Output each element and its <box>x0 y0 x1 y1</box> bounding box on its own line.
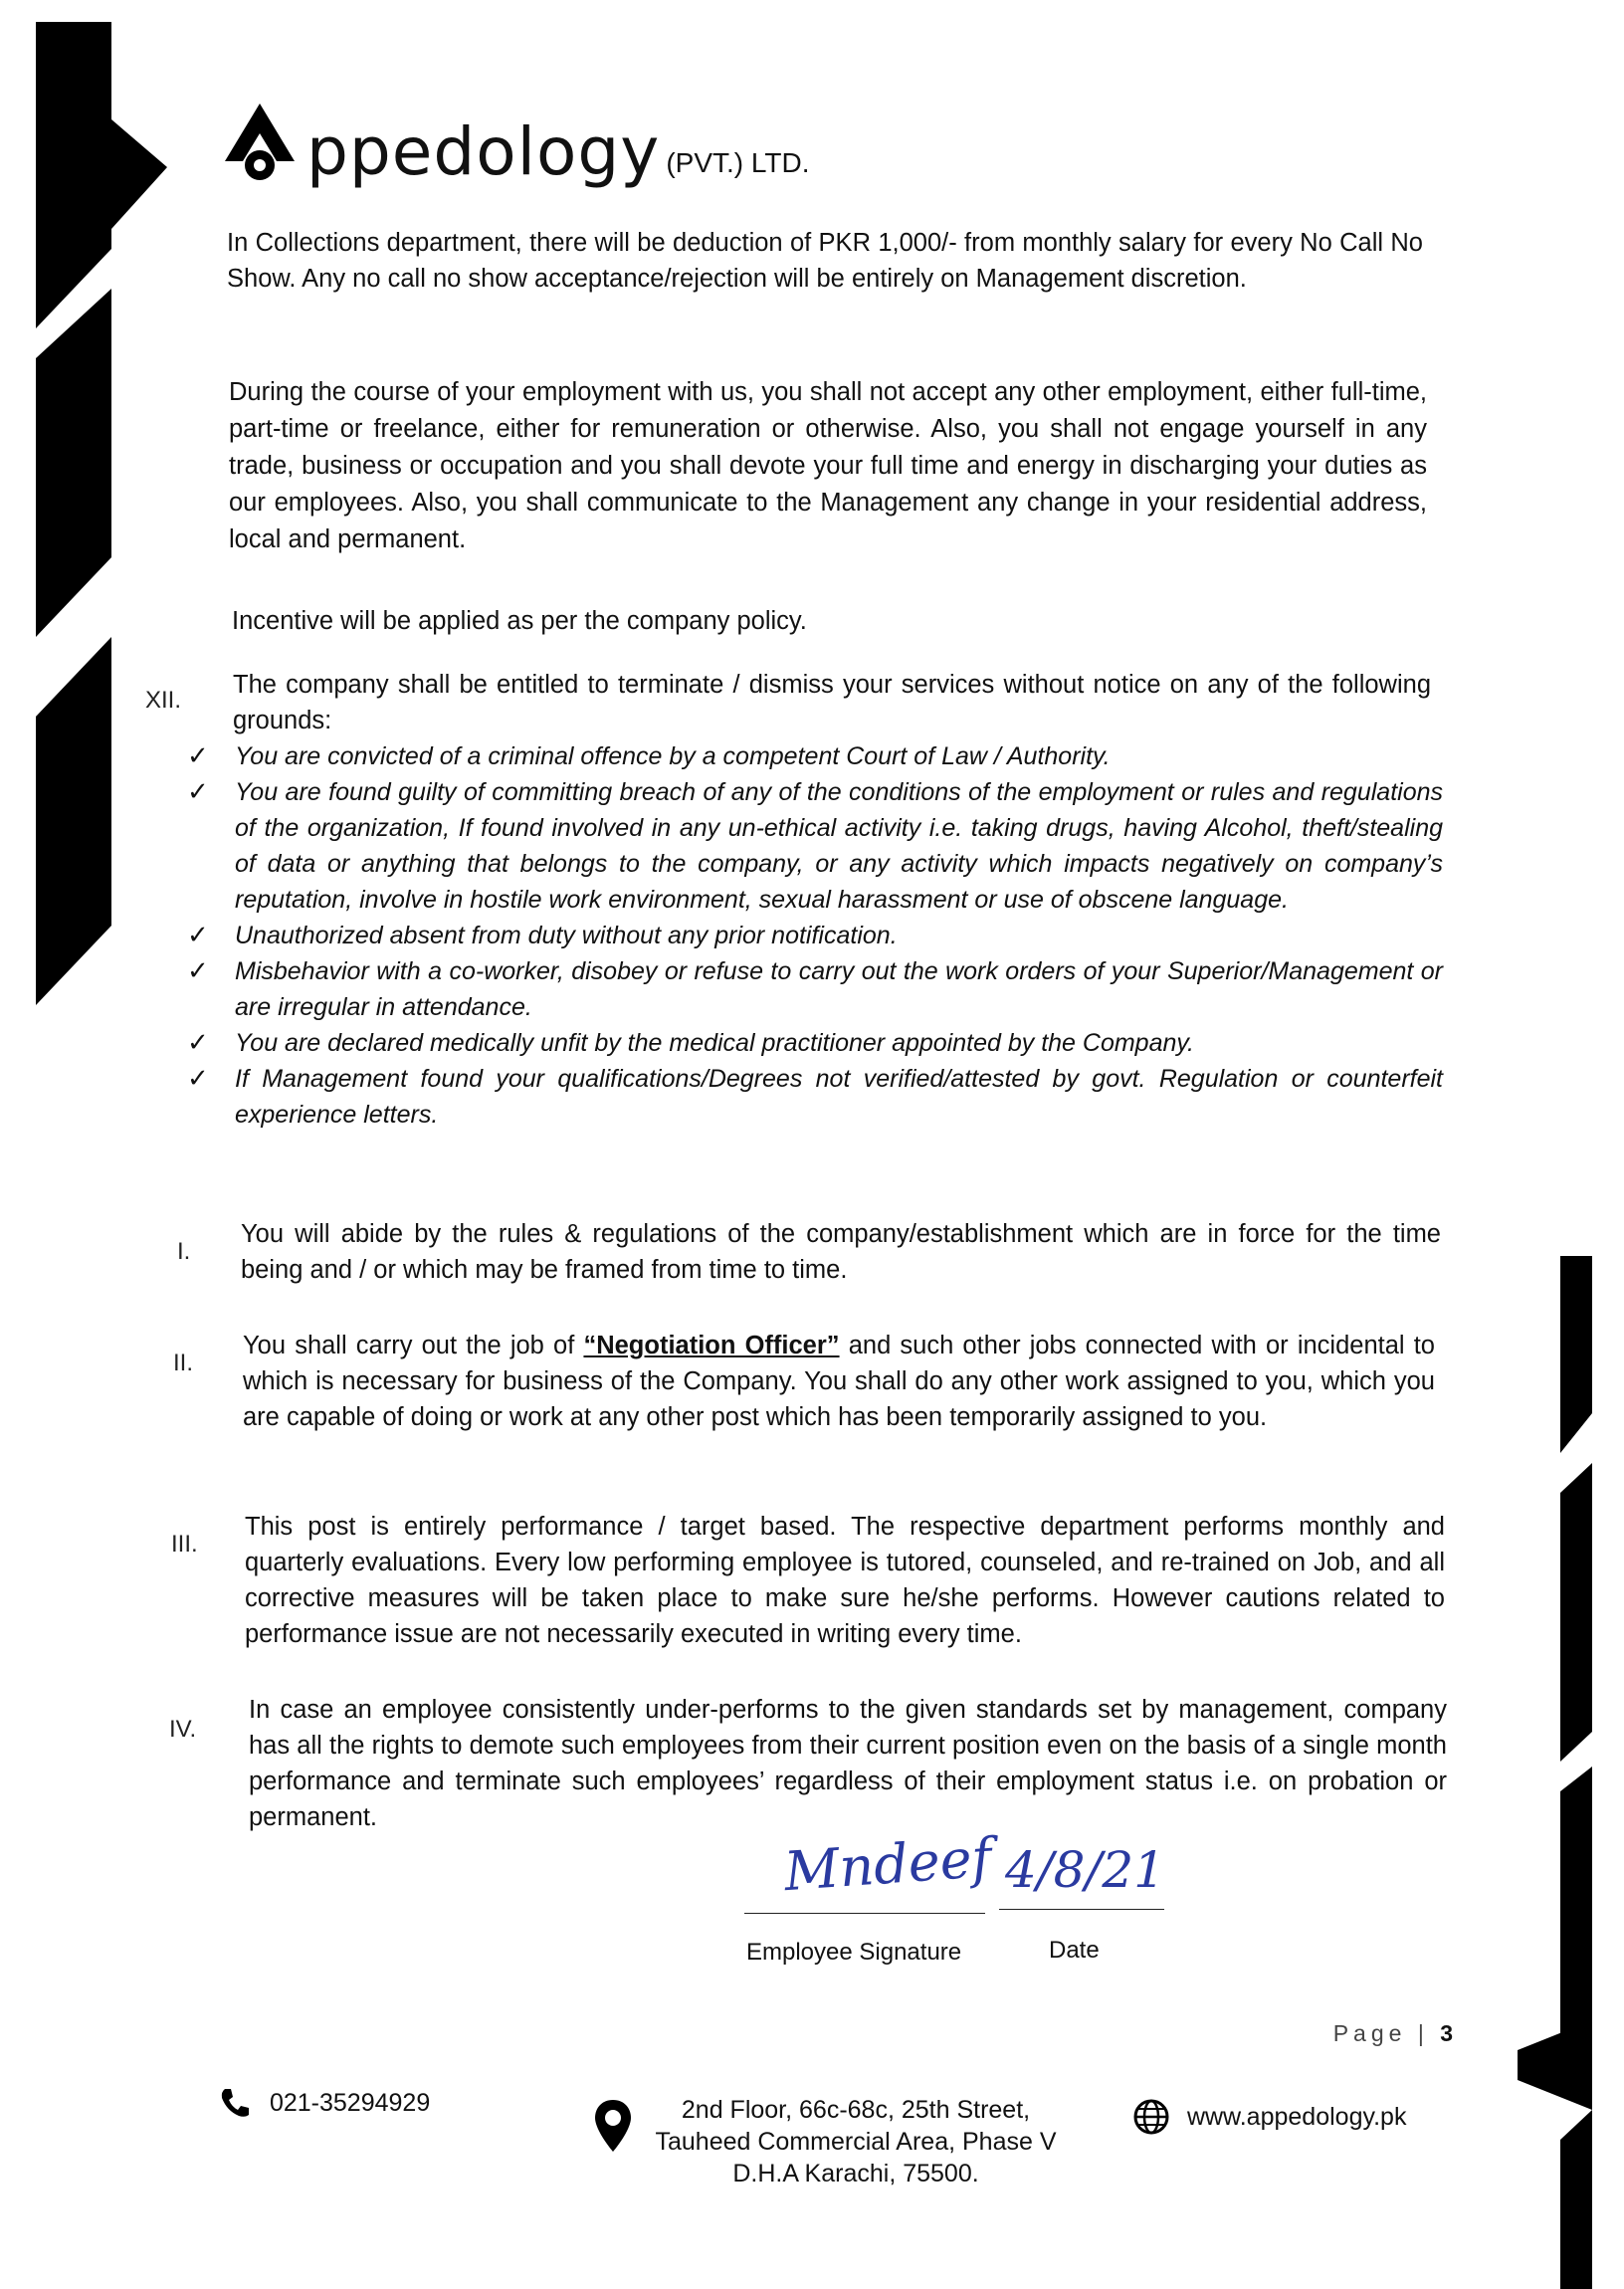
date-label: Date <box>1049 1937 1100 1964</box>
page-label: Page <box>1332 2020 1407 2046</box>
logo-icon <box>217 100 303 185</box>
ground-text: You are declared medically unfit by the medical practitioner appointed by the Company. <box>235 1029 1194 1057</box>
clause-text-after: and such other jobs connected with or incidental to which is necessary for business of the Company. You shall do any other work assigned to you, which you are capable of doing or work at any other post which has been temporarily assigned to you. <box>243 1332 1435 1431</box>
clause-number: II. <box>173 1350 194 1376</box>
clause-text: The company shall be entitled to terminate / dismiss your services without notice on any of the following grounds: <box>233 671 1431 734</box>
website-url[interactable]: www.appedology.pk <box>1186 2102 1407 2131</box>
clause-number: IV. <box>169 1716 197 1743</box>
ground-text: Misbehavior with a co-worker, disobey or refuse to carry out the work orders of your Superior/Management or are irregular in attendance. <box>235 957 1443 1021</box>
checkmark-icon: ✓ <box>187 956 209 986</box>
clause-underperformance <box>249 1692 1447 1835</box>
clause-incentive <box>232 603 1426 639</box>
footer-website <box>1132 2098 1406 2136</box>
clause-number: XII. <box>145 687 182 714</box>
clause-employment <box>229 374 1427 558</box>
company-logo <box>217 96 810 190</box>
list-item <box>187 774 1443 918</box>
address-line-1: 2nd Floor, 66c-68c, 25th Street, <box>681 2096 1031 2124</box>
list-item <box>187 953 1443 1025</box>
clause-text: You will abide by the rules & regulations of the company/establishment which are in force for the time being and / or which may be framed from time to time. <box>241 1220 1441 1284</box>
signature-label: Employee Signature <box>746 1939 962 1966</box>
logo-wordmark: ppedology <box>306 113 661 190</box>
checkmark-icon: ✓ <box>187 777 209 807</box>
checkmark-icon: ✓ <box>187 741 209 771</box>
address-line-3: D.H.A Karachi, 75500. <box>732 2160 979 2187</box>
page-number: Page | 3 <box>1332 2020 1453 2046</box>
footer-address <box>627 2094 1085 2189</box>
clause-rules <box>241 1216 1441 1288</box>
clause-text: Incentive will be applied as per the company policy. <box>232 607 807 635</box>
clause-text: In case an employee consistently under-performs to the given standards set by management, company has all the rights to demote such employees from their current position even on the basis of a single month performance and terminate such employees’ regardless of their employment status i.e. on probation or permanent. <box>249 1696 1447 1831</box>
employee-signature: Mndeef <box>782 1825 994 1904</box>
phone-number: 021-35294929 <box>269 2088 431 2117</box>
checkmark-icon: ✓ <box>187 921 209 950</box>
checkmark-icon: ✓ <box>187 1064 209 1094</box>
ground-text: You are convicted of a criminal offence by a competent Court of Law / Authority. <box>235 742 1111 770</box>
page-number-value: 3 <box>1440 2020 1453 2046</box>
termination-grounds-list <box>187 738 1443 1133</box>
list-item <box>187 738 1443 774</box>
checkmark-icon: ✓ <box>187 1028 209 1058</box>
clause-termination <box>233 667 1431 738</box>
globe-icon <box>1132 2098 1170 2136</box>
list-item <box>187 918 1443 953</box>
clause-text: During the course of your employment with us, you shall not accept any other employment, either full-time, part-time or freelance, either for remuneration or otherwise. Also, you shall not engage yourself in any trade, business or occupation and you shall devote your full time and energy in discharging your duties as our employees. Also, you shall communicate to the Management any change in your residential address, local and permanent. <box>229 378 1427 553</box>
clause-text-before: You shall carry out the job of <box>243 1332 584 1359</box>
clause-text <box>243 1328 1435 1435</box>
logo-suffix: (PVT.) LTD. <box>666 147 810 178</box>
list-item <box>187 1025 1443 1061</box>
clause-text: This post is entirely performance / target based. The respective department performs monthly and quarterly evaluations. Every low performing employee is tutored, counseled, and re-trained on Job, and all corrective measures will be taken place to make sure he/she performs. However cautions related to performance issue are not necessarily executed in writing every time. <box>245 1513 1445 1648</box>
clause-performance <box>245 1509 1445 1652</box>
ground-text: Unauthorized absent from duty without any prior notification. <box>235 922 898 949</box>
phone-icon <box>217 2085 253 2121</box>
list-item <box>187 1061 1443 1133</box>
ground-text: You are found guilty of committing breach of any of the conditions of the employment or rules and regulations of the organization, If found involved in any un-ethical activity i.e. taking drugs, having Alcohol, theft/stealing of data or anything that belongs to the company, or any activity which impacts negatively on company’s reputation, involve in hostile work environment, sexual harassment or use of obscene language. <box>235 778 1443 914</box>
clause-job-duties <box>243 1328 1435 1435</box>
job-title: “Negotiation Officer” <box>583 1332 840 1359</box>
handwritten-date: 4/8/21 <box>1005 1841 1165 1899</box>
clause-number: III. <box>171 1531 198 1558</box>
clause-text: In Collections department, there will be deduction of PKR 1,000/- from monthly salary for every No Call No Show. Any no call no show acceptance/rejection will be entirely on Management discretion. <box>227 229 1423 293</box>
clause-number: I. <box>177 1238 191 1265</box>
date-line <box>999 1909 1164 1910</box>
footer-phone <box>217 2085 430 2121</box>
address-line-2: Tauheed Commercial Area, Phase V <box>655 2128 1057 2156</box>
signature-line <box>744 1913 985 1914</box>
ground-text: If Management found your qualifications/Degrees not verified/attested by govt. Regulation or counterfeit experience letters. <box>235 1065 1443 1129</box>
clause-collections <box>227 225 1423 297</box>
